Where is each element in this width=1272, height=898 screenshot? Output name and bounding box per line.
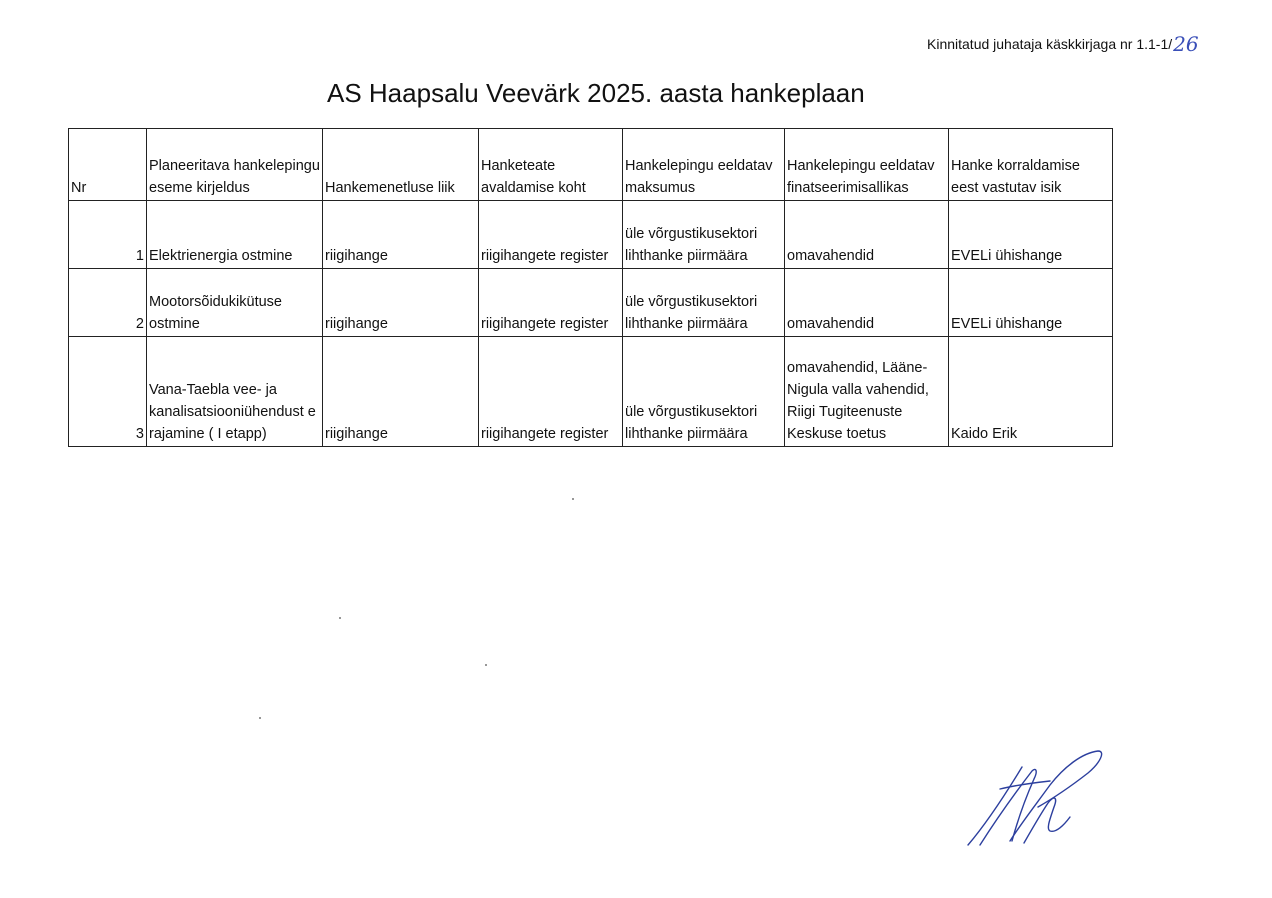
page-title: AS Haapsalu Veevärk 2025. aasta hankeplaan [327, 78, 865, 108]
cell-publication: riigihangete register [479, 201, 623, 269]
approval-note [927, 30, 1199, 54]
cell-funding: omavahendid [785, 201, 949, 269]
column-header-subject: Planeeritava hankelepingu eseme kirjeldus [147, 129, 323, 201]
scan-speck [485, 664, 487, 666]
cell-value: üle võrgustikusektori lihthanke piirmäära [623, 269, 785, 337]
cell-funding: omavahendid [785, 269, 949, 337]
cell-responsible: Kaido Erik [949, 337, 1113, 447]
cell-responsible: EVELi ühishange [949, 201, 1113, 269]
table-row [69, 269, 1113, 337]
column-header-procedure: Hankemenetluse liik [323, 129, 479, 201]
cell-procedure: riigihange [323, 201, 479, 269]
procurement-plan-table [68, 128, 1113, 447]
table-row [69, 337, 1113, 447]
column-header-value: Hankelepingu eeldatav maksumus [623, 129, 785, 201]
scan-speck [572, 498, 574, 500]
scan-speck [339, 617, 341, 619]
cell-responsible: EVELi ühishange [949, 269, 1113, 337]
cell-nr: 3 [69, 337, 147, 447]
approval-text: Kinnitatud juhataja käskkirjaga nr 1.1-1/ [927, 36, 1173, 52]
cell-nr: 2 [69, 269, 147, 337]
handwritten-order-number: 26 [1173, 32, 1199, 56]
cell-publication: riigihangete register [479, 269, 623, 337]
cell-subject: Vana-Taebla vee- ja kanalisatsiooniühendust e rajamine ( I etapp) [147, 337, 323, 447]
cell-procedure: riigihange [323, 269, 479, 337]
column-header-nr: Nr [69, 129, 147, 201]
column-header-funding: Hankelepingu eeldatav finatseerimisallikas [785, 129, 949, 201]
scan-speck [259, 717, 261, 719]
table-row [69, 201, 1113, 269]
cell-publication: riigihangete register [479, 337, 623, 447]
table-header-row [69, 129, 1113, 201]
cell-value: üle võrgustikusektori lihthanke piirmäära [623, 201, 785, 269]
cell-value: üle võrgustikusektori lihthanke piirmäära [623, 337, 785, 447]
cell-procedure: riigihange [323, 337, 479, 447]
cell-nr: 1 [69, 201, 147, 269]
cell-subject: Mootorsõidukikütuse ostmine [147, 269, 323, 337]
column-header-publication: Hanketeate avaldamise koht [479, 129, 623, 201]
cell-subject: Elektrienergia ostmine [147, 201, 323, 269]
column-header-responsible: Hanke korraldamise eest vastutav isik [949, 129, 1113, 201]
handwritten-signature [960, 745, 1110, 855]
cell-funding: omavahendid, Lääne-Nigula valla vahendid, Riigi Tugiteenuste Keskuse toetus [785, 337, 949, 447]
